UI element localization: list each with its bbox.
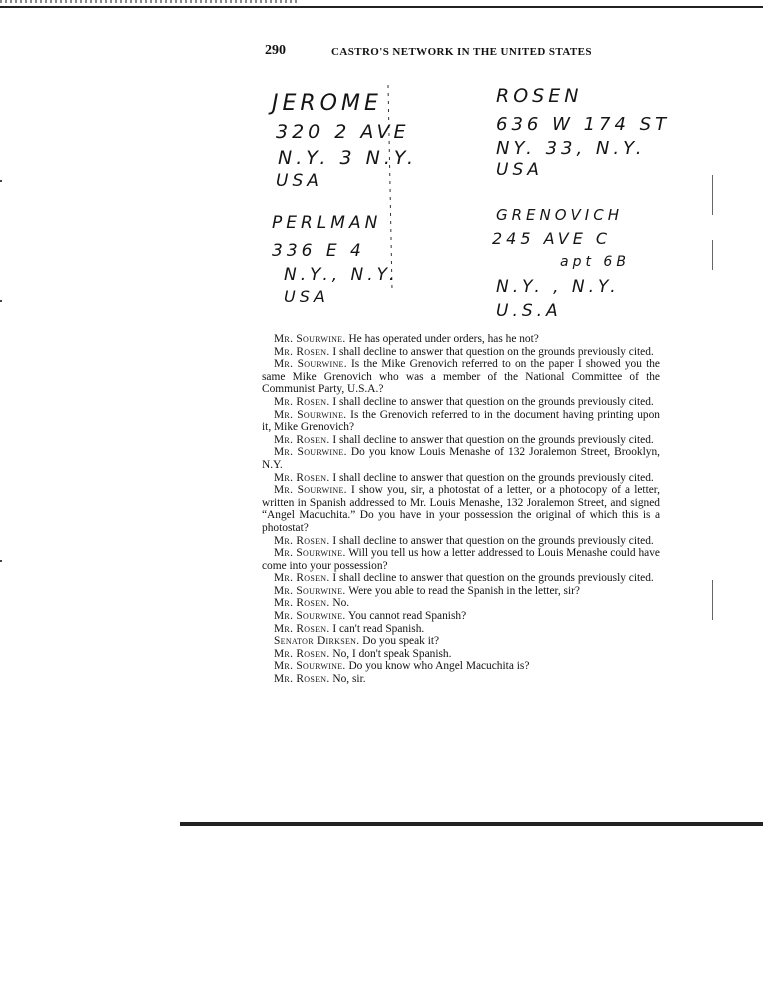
handwritten-line: NY. 33, N.Y. — [496, 138, 646, 159]
scan-mark — [712, 175, 713, 215]
statement: I shall decline to answer that question on the grounds previously cited. — [332, 345, 654, 358]
handwritten-note — [250, 80, 670, 320]
handwritten-line: 636 W 174 ST — [496, 114, 670, 135]
handwritten-line: PERLMAN — [272, 213, 382, 233]
scan-speck — [0, 560, 2, 562]
statement: Do you know Louis Menashe of 132 Joralemon Street, Brooklyn, N.Y. — [262, 446, 660, 471]
statement: Were you able to read the Spanish in the letter, sir? — [348, 584, 580, 597]
page-number: 290 — [265, 43, 286, 58]
speaker: Mr. Sourwine. — [274, 484, 347, 497]
speaker: Mr. Sourwine. — [274, 358, 347, 371]
scan-top-border — [0, 6, 763, 8]
handwritten-line: ROSEN — [496, 85, 583, 107]
speaker: Mr. Sourwine. — [274, 333, 346, 345]
transcript-paragraph — [262, 346, 660, 359]
transcript-paragraph — [262, 446, 660, 471]
scan-speck — [0, 180, 2, 182]
statement: He has operated under orders, has he not? — [348, 333, 539, 345]
speaker: Mr. Rosen. — [274, 572, 330, 585]
handwritten-line: USA — [276, 171, 323, 191]
speaker: Mr. Sourwine. — [274, 584, 346, 597]
statement: I shall decline to answer that question on the grounds previously cited. — [332, 395, 654, 408]
scan-bottom-border — [180, 822, 763, 826]
statement: I shall decline to answer that question on the grounds previously cited. — [332, 433, 654, 446]
transcript-paragraph — [262, 572, 660, 585]
handwritten-line: JEROME — [272, 91, 382, 116]
statement: I shall decline to answer that question on the grounds previously cited. — [332, 471, 654, 484]
handwritten-line: 320 2 AVE — [276, 121, 410, 143]
transcript-paragraph — [262, 333, 660, 346]
transcript-paragraph — [262, 585, 660, 598]
transcript-paragraph — [262, 547, 660, 572]
statement: No, sir. — [332, 673, 366, 686]
speaker: Senator Dirksen. — [274, 635, 360, 648]
transcript-paragraph — [262, 358, 660, 396]
page-header — [265, 43, 665, 61]
transcript-paragraph — [262, 648, 660, 661]
transcript-paragraph — [262, 660, 660, 673]
speaker: Mr. Rosen. — [274, 534, 330, 547]
speaker: Mr. Rosen. — [274, 622, 330, 635]
transcript-paragraph — [262, 635, 660, 648]
handwritten-line: USA — [284, 287, 329, 306]
statement: I shall decline to answer that question on the grounds previously cited. — [332, 572, 654, 585]
speaker: Mr. Sourwine. — [274, 408, 347, 421]
handwritten-line: USA — [496, 160, 543, 180]
speaker: Mr. Sourwine. — [274, 446, 347, 459]
handwritten-line: N.Y. 3 N.Y. — [278, 147, 418, 169]
running-title: CASTRO'S NETWORK IN THE UNITED STATES — [331, 46, 592, 58]
handwritten-line: U.S.A — [496, 301, 562, 320]
statement: Do you speak it? — [362, 635, 440, 648]
speaker: Mr. Rosen. — [274, 471, 330, 484]
speaker: Mr. Rosen. — [274, 597, 330, 610]
transcript-paragraph — [262, 535, 660, 548]
speaker: Mr. Rosen. — [274, 395, 330, 408]
scan-mark — [712, 240, 713, 270]
handwritten-line: apt 6B — [560, 254, 630, 270]
handwritten-line: N.Y., N.Y. — [284, 265, 399, 285]
transcript-paragraph — [262, 434, 660, 447]
transcript-paragraph — [262, 623, 660, 636]
speaker: Mr. Sourwine. — [274, 660, 346, 673]
speaker: Mr. Sourwine. — [274, 610, 346, 623]
transcript-paragraph — [262, 610, 660, 623]
transcript-paragraph — [262, 472, 660, 485]
statement: I shall decline to answer that question on the grounds previously cited. — [332, 534, 654, 547]
handwritten-line: 336 E 4 — [272, 241, 365, 261]
speaker: Mr. Rosen. — [274, 433, 330, 446]
statement: I show you, sir, a photostat of a letter, or a photocopy of a letter, written in Spanish addressed to Mr. Louis Menashe, 132 Joralemon Street, and signed “Angel Macuchita.” Do you have in your possession the original of which this is a photostat? — [262, 484, 660, 534]
fold-line — [388, 85, 392, 290]
transcript-paragraph — [262, 396, 660, 409]
speaker: Mr. Rosen. — [274, 673, 330, 686]
statement: No, I don't speak Spanish. — [332, 647, 452, 660]
statement: I can't read Spanish. — [332, 622, 425, 635]
scan-mark — [712, 580, 713, 620]
statement: No. — [332, 597, 350, 610]
statement: You cannot read Spanish? — [348, 610, 467, 623]
statement: Will you tell us how a letter addressed to Louis Menashe could have come into your possession? — [262, 547, 660, 572]
transcript-paragraph — [262, 597, 660, 610]
statement: Do you know who Angel Macuchita is? — [348, 660, 530, 673]
statement: Is the Mike Grenovich referred to on the paper I showed you the same Mike Grenovich who was a member of the National Committee of the Communist Party, U.S.A.? — [262, 358, 660, 396]
handwritten-line: 245 AVE C — [492, 229, 612, 248]
speaker: Mr. Rosen. — [274, 647, 330, 660]
speaker: Mr. Rosen. — [274, 345, 330, 358]
handwritten-line: N.Y. , N.Y. — [496, 277, 620, 297]
handwritten-addresses-figure — [250, 80, 670, 320]
handwritten-line: GRENOVICH — [496, 206, 623, 224]
hearing-transcript — [262, 333, 660, 686]
statement: Is the Grenovich referred to in the document having printing upon it, Mike Grenovich? — [262, 408, 660, 434]
transcript-paragraph — [262, 673, 660, 686]
transcript-paragraph — [262, 409, 660, 434]
speaker: Mr. Sourwine. — [274, 547, 346, 560]
scan-speck — [0, 300, 2, 302]
scan-edge-dots — [0, 0, 300, 3]
transcript-paragraph — [262, 484, 660, 534]
